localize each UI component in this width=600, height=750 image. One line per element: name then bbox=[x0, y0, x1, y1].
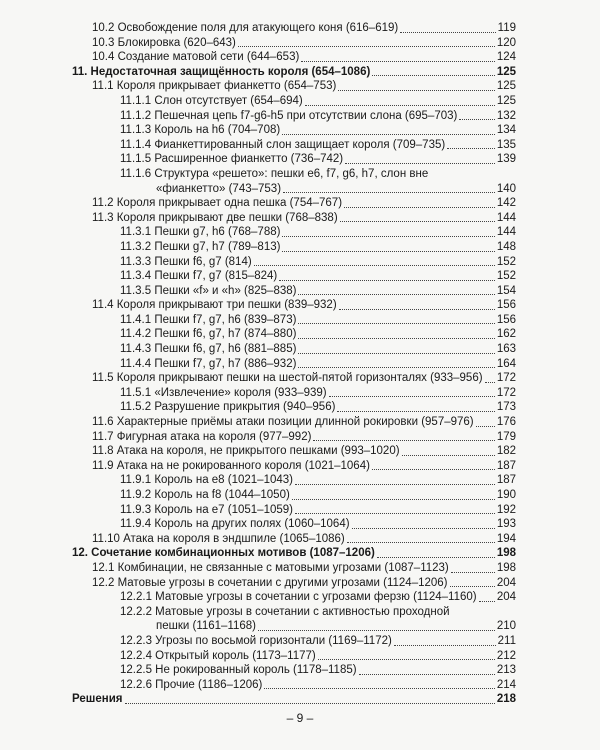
toc-entry-page: 120 bbox=[496, 36, 516, 49]
toc-entry-title: 11.7 Фигурная атака на короля (977–992) bbox=[92, 430, 312, 443]
toc-entry-page: 140 bbox=[496, 182, 516, 195]
toc-entry bbox=[72, 240, 516, 255]
toc-entry bbox=[72, 327, 516, 342]
toc-entry-title: 11.10 Атака на короля в эндшпиле (1065–1086) bbox=[92, 532, 345, 545]
toc-entry bbox=[72, 357, 516, 372]
toc-entry-page: 172 bbox=[496, 372, 516, 385]
toc-entry bbox=[72, 532, 516, 547]
toc-entry-title: 12.2.4 Открытый король (1173–1177) bbox=[120, 649, 316, 662]
toc-entry-page: 187 bbox=[496, 459, 516, 472]
toc-entry bbox=[72, 182, 516, 197]
dot-leader bbox=[298, 367, 494, 368]
toc-entry-title: 11.1 Короля прикрывает фианкетто (654–753) bbox=[92, 80, 337, 93]
dot-leader bbox=[298, 353, 494, 354]
toc-entry-page: 194 bbox=[496, 532, 516, 545]
toc-entry bbox=[72, 94, 516, 109]
toc-entry-title: 11.4.1 Пешки f7, g7, h6 (839–873) bbox=[120, 313, 297, 326]
dot-leader bbox=[292, 499, 495, 500]
toc-entry-page: 173 bbox=[496, 401, 516, 414]
toc-entry-page: 119 bbox=[497, 22, 516, 34]
dot-leader bbox=[295, 484, 495, 485]
toc-entry-page: 156 bbox=[496, 299, 516, 312]
dot-leader bbox=[347, 542, 495, 543]
toc-entry-title: 11.1.5 Расширенное фианкетто (736–742) bbox=[120, 153, 344, 166]
toc-entry bbox=[72, 546, 516, 561]
toc-entry-title: 11.1.4 Фианкеттированный слон защищает короля (709–735) bbox=[120, 138, 446, 151]
toc-entry bbox=[72, 65, 516, 80]
dot-leader bbox=[344, 207, 495, 208]
dot-leader bbox=[338, 90, 494, 91]
dot-leader bbox=[282, 251, 494, 252]
toc-entry-title: 12.2.2 Матовые угрозы в сочетании с активностью проходной bbox=[120, 605, 450, 618]
toc-entry bbox=[72, 225, 516, 240]
toc-entry-page: 156 bbox=[496, 313, 516, 326]
toc-entry-title: 11.4.2 Пешки f6, g7, h7 (874–880) bbox=[120, 328, 297, 341]
toc-entry bbox=[72, 678, 516, 693]
toc-entry bbox=[72, 109, 516, 124]
toc-entry bbox=[72, 576, 516, 591]
dot-leader bbox=[485, 382, 495, 383]
toc-entry bbox=[72, 503, 516, 518]
toc-entry-title: 11.9.1 Король на e8 (1021–1043) bbox=[120, 474, 293, 487]
toc-entry-page: 210 bbox=[496, 620, 516, 633]
dot-leader bbox=[372, 75, 495, 76]
toc-entry bbox=[72, 21, 516, 36]
toc-entry bbox=[72, 430, 516, 445]
toc-entry bbox=[72, 619, 516, 634]
toc-entry-title: 11.1.3 Король на h6 (704–708) bbox=[120, 124, 281, 137]
toc-entry bbox=[72, 79, 516, 94]
toc-entry bbox=[72, 473, 516, 488]
toc-entry-title: 11.6 Характерные приёмы атаки позиции длинной рокировки (957–976) bbox=[92, 416, 474, 429]
dot-leader bbox=[238, 46, 495, 47]
toc-entry-title: 11.9.2 Король на f8 (1044–1050) bbox=[120, 489, 290, 501]
dot-leader bbox=[476, 426, 495, 427]
toc-entry-title: 11.3.1 Пешки g7, h6 (768–788) bbox=[120, 226, 281, 239]
toc-entry-title: 12.2.1 Матовые угрозы в сочетании с угрозами ферзю (1124–1160) bbox=[120, 591, 477, 604]
toc-entry bbox=[72, 167, 516, 182]
toc-entry-page: 144 bbox=[496, 211, 516, 224]
toc-entry bbox=[72, 269, 516, 284]
toc-entry-title: 11.3 Короля прикрывают две пешки (768–838) bbox=[92, 211, 338, 224]
dot-leader bbox=[254, 265, 495, 266]
dot-leader bbox=[352, 528, 495, 529]
toc-entry bbox=[72, 415, 516, 430]
toc-entry bbox=[72, 444, 516, 459]
toc-entry-page: 139 bbox=[496, 153, 516, 166]
toc-entry bbox=[72, 211, 516, 226]
dot-leader bbox=[479, 601, 495, 602]
toc-entry-title: 11.5.1 «Извлечение» короля (933–939) bbox=[120, 386, 327, 399]
toc-entry-page: 198 bbox=[496, 547, 516, 560]
dot-leader bbox=[337, 411, 494, 412]
toc-entry-title: 12.1 Комбинации, не связанные с матовыми угрозами (1087–1123) bbox=[92, 561, 449, 574]
toc-entry-page: 152 bbox=[496, 255, 516, 268]
toc-entry-title: 11. Недостаточная защищённость короля (654–1086) bbox=[72, 65, 371, 78]
toc-entry-page: 125 bbox=[496, 94, 516, 107]
toc-entry-title: 11.1.2 Пешечная цепь f7-g6-h5 при отсутствии слона (695–703) bbox=[120, 109, 458, 122]
dot-leader bbox=[282, 236, 494, 237]
toc-entry-title: 11.5 Короля прикрывают пешки на шестой-пятой горизонталях (933–956) bbox=[92, 372, 483, 385]
toc-entry-page: 125 bbox=[496, 65, 516, 78]
dot-leader bbox=[402, 455, 495, 456]
toc-entry-page: 211 bbox=[497, 634, 516, 647]
toc-entry bbox=[72, 590, 516, 605]
toc-entry-page: 213 bbox=[496, 664, 516, 677]
toc-entry-page: 144 bbox=[496, 226, 516, 239]
toc-entry bbox=[72, 386, 516, 401]
toc-entry-title: 10.4 Создание матовой сети (644–653) bbox=[92, 51, 300, 64]
toc-entry bbox=[72, 138, 516, 153]
toc-entry-page: 179 bbox=[496, 430, 516, 443]
dot-leader bbox=[340, 221, 495, 222]
toc-entry-title: 12.2 Матовые угрозы в сочетании с другими угрозами (1124–1206) bbox=[92, 576, 448, 589]
toc-entry-title: 11.9.4 Король на других полях (1060–1064) bbox=[120, 518, 350, 531]
toc-entry-page: 192 bbox=[496, 503, 516, 516]
toc-entry-page: 164 bbox=[496, 357, 516, 370]
toc-entry bbox=[72, 605, 516, 620]
toc-entry-title: 11.4 Короля прикрывают три пешки (839–932) bbox=[92, 299, 337, 312]
toc-entry bbox=[72, 255, 516, 270]
dot-leader bbox=[459, 119, 494, 120]
dot-leader bbox=[264, 688, 494, 689]
toc-entry-page: 134 bbox=[496, 124, 516, 137]
toc-entry bbox=[72, 561, 516, 576]
toc-entry-title: 11.3.2 Пешки g7, h7 (789–813) bbox=[120, 240, 281, 253]
toc-entry bbox=[72, 342, 516, 357]
toc-entry-title: 11.3.5 Пешки «f» и «h» (825–838) bbox=[120, 284, 297, 297]
toc-entry-title: 10.2 Освобождение поля для атакующего коня (616–619) bbox=[92, 22, 399, 34]
dot-leader bbox=[258, 630, 495, 631]
toc-entry-page: 163 bbox=[496, 343, 516, 356]
toc-entry-page: 204 bbox=[496, 591, 516, 604]
toc-entry-page: 135 bbox=[496, 138, 516, 151]
toc-entry-title: 11.2 Короля прикрывает одна пешка (754–767) bbox=[92, 197, 343, 210]
toc-entry-page: 125 bbox=[496, 80, 516, 93]
toc-entry-title: 11.1.6 Структура «решето»: пешки e6, f7, g6, h7, слон вне bbox=[120, 167, 429, 180]
dot-leader bbox=[359, 674, 495, 675]
toc-entry-title: 11.3.3 Пешки f6, g7 (814) bbox=[120, 255, 252, 268]
toc-entry-page: 187 bbox=[496, 474, 516, 487]
toc-entry bbox=[72, 517, 516, 532]
dot-leader bbox=[345, 163, 495, 164]
toc-entry-title: 11.4.3 Пешки f6, g7, h6 (881–885) bbox=[120, 343, 297, 356]
toc-entry-page: 214 bbox=[496, 678, 516, 691]
toc-entry-title: 11.1.1 Слон отсутствует (654–694) bbox=[120, 94, 303, 107]
dot-leader bbox=[298, 338, 494, 339]
toc-entry bbox=[72, 649, 516, 664]
dot-leader bbox=[125, 703, 495, 704]
toc-entry-page: 154 bbox=[496, 284, 516, 297]
toc-entry-page: 124 bbox=[496, 51, 516, 64]
dot-leader bbox=[283, 192, 495, 193]
toc-entry bbox=[72, 298, 516, 313]
toc-entry-title: 11.4.4 Пешки f7, g7, h7 (886–932) bbox=[120, 357, 297, 370]
toc-entry-page: 142 bbox=[496, 197, 516, 210]
toc-entry-page: 148 bbox=[496, 240, 516, 253]
toc-entry-page: 190 bbox=[496, 489, 516, 501]
toc-entry-page: 152 bbox=[496, 270, 516, 283]
dot-leader bbox=[313, 440, 494, 441]
toc-entry-page: 204 bbox=[496, 576, 516, 589]
toc-entry-title: 12. Сочетание комбинационных мотивов (1087–1206) bbox=[72, 547, 375, 560]
toc-entry-title: Решения bbox=[72, 693, 123, 706]
toc-entry bbox=[72, 634, 516, 649]
toc-entry-title: 12.2.3 Угрозы по восьмой горизонтали (1169–1172) bbox=[120, 634, 392, 647]
toc-entry-page: 162 bbox=[496, 328, 516, 341]
toc-entry-page: 176 bbox=[496, 416, 516, 429]
toc-entry-title: «фианкетто» (743–753) bbox=[156, 182, 282, 195]
toc-entry-title: 11.9.3 Король на e7 (1051–1059) bbox=[120, 503, 293, 516]
toc-entry-page: 193 bbox=[496, 518, 516, 531]
dot-leader bbox=[451, 572, 495, 573]
toc-entry-title: 11.9 Атака на не рокированного короля (1021–1064) bbox=[92, 459, 370, 472]
toc-entry-page: 172 bbox=[496, 386, 516, 399]
dot-leader bbox=[339, 309, 495, 310]
dot-leader bbox=[282, 134, 495, 135]
dot-leader bbox=[318, 659, 495, 660]
toc-entry-page: 182 bbox=[496, 445, 516, 458]
toc-entry-title: 12.2.6 Прочие (1186–1206) bbox=[120, 678, 263, 691]
dot-leader bbox=[450, 586, 495, 587]
dot-leader bbox=[279, 280, 495, 281]
toc-entry-title: 11.5.2 Разрушение прикрытия (940–956) bbox=[120, 401, 336, 414]
dot-leader bbox=[377, 557, 495, 558]
dot-leader bbox=[295, 513, 495, 514]
dot-leader bbox=[394, 645, 496, 646]
toc-entry bbox=[72, 152, 516, 167]
toc-entry bbox=[72, 371, 516, 386]
toc-entry bbox=[72, 488, 516, 503]
dot-leader bbox=[301, 61, 495, 62]
toc-entry-title: 12.2.5 Не рокированный король (1178–1185) bbox=[120, 664, 357, 677]
toc-entry bbox=[72, 50, 516, 65]
toc-entry bbox=[72, 692, 516, 707]
toc-entry-title: 10.3 Блокировка (620–643) bbox=[92, 36, 236, 49]
toc-entry bbox=[72, 196, 516, 211]
dot-leader bbox=[400, 32, 495, 33]
dot-leader bbox=[298, 294, 494, 295]
toc-entry bbox=[72, 123, 516, 138]
toc-entry-page: 132 bbox=[496, 109, 516, 122]
dot-leader bbox=[329, 396, 495, 397]
dot-leader bbox=[298, 323, 494, 324]
toc-entry bbox=[72, 400, 516, 415]
toc-entry-page: 198 bbox=[496, 561, 516, 574]
toc-entry-title: пешки (1161–1168) bbox=[156, 620, 257, 633]
toc-entry bbox=[72, 36, 516, 51]
toc-entry bbox=[72, 663, 516, 678]
toc-entry bbox=[72, 459, 516, 474]
toc-entry-title: 11.3.4 Пешки f7, g7 (815–824) bbox=[120, 270, 278, 283]
toc-entry bbox=[72, 313, 516, 328]
dot-leader bbox=[447, 148, 495, 149]
table-of-contents bbox=[72, 21, 516, 707]
toc-entry-title: 11.8 Атака на короля, не прикрытого пешками (993–1020) bbox=[92, 445, 400, 458]
page-number: – 9 – bbox=[286, 711, 314, 725]
toc-entry-page: 212 bbox=[496, 649, 516, 662]
toc-entry-page: 218 bbox=[496, 693, 516, 706]
dot-leader bbox=[305, 105, 495, 106]
dot-leader bbox=[372, 469, 495, 470]
toc-entry bbox=[72, 284, 516, 299]
